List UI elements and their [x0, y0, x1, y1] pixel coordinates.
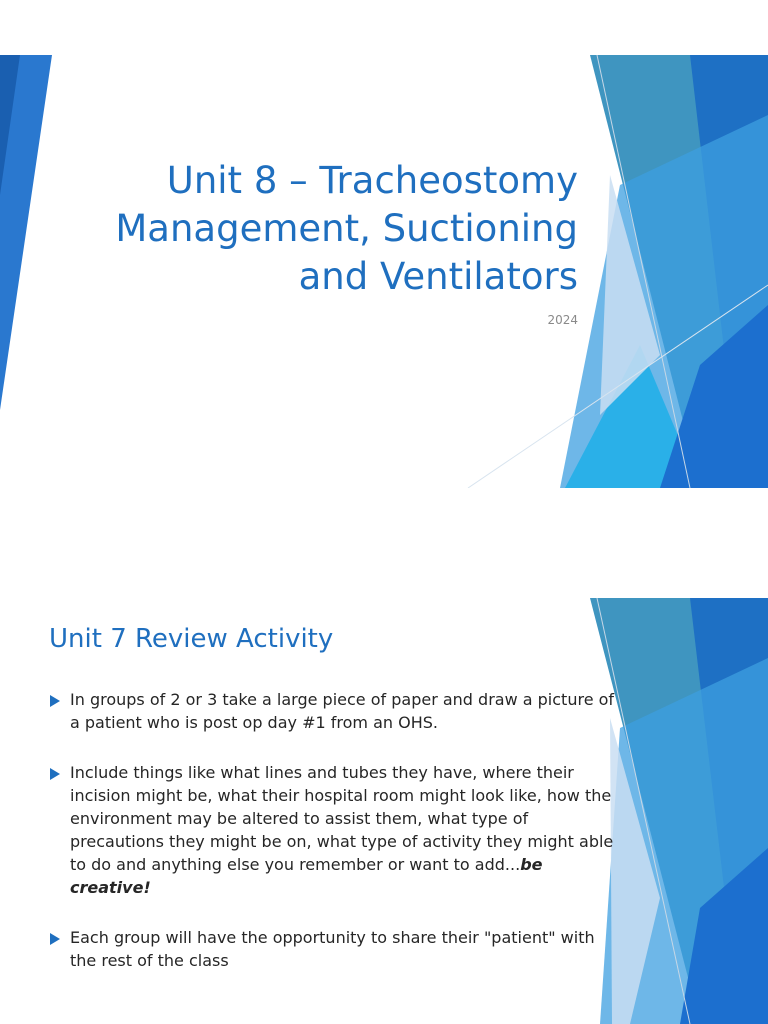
- bullet-text: Each group will have the opportunity to share their "patient" with the rest of the class: [70, 928, 595, 970]
- content-slide: [0, 598, 768, 1024]
- bullet-item: [49, 761, 619, 899]
- bullet-item: [49, 926, 619, 972]
- title-line-3: and Ventilators: [298, 255, 578, 298]
- slide-subtitle: 2024: [547, 313, 578, 327]
- bullet-arrow-icon: [50, 768, 60, 780]
- bullet-list: [49, 688, 619, 999]
- slide-heading: Unit 7 Review Activity: [49, 624, 334, 654]
- bullet-text: In groups of 2 or 3 take a large piece of paper and draw a picture of a patient who is post op day #1 from an OHS.: [70, 690, 615, 732]
- bullet-arrow-icon: [50, 695, 60, 707]
- slide-title: [58, 157, 578, 301]
- bullet-emphasis: be creative!: [70, 855, 543, 897]
- title-line-1: Unit 8 – Tracheostomy: [166, 159, 578, 202]
- bullet-text: Include things like what lines and tubes they have, where their incision might be, what their hospital room might look like, how the environment may be altered to assist them, what type of precautions they might be on, what type of activity they might able to do and anything else you remember or want to add...: [70, 763, 614, 874]
- bullet-item: [49, 688, 619, 734]
- title-slide: [0, 55, 768, 488]
- bullet-arrow-icon: [50, 933, 60, 945]
- title-line-2: Management, Suctioning: [115, 207, 578, 250]
